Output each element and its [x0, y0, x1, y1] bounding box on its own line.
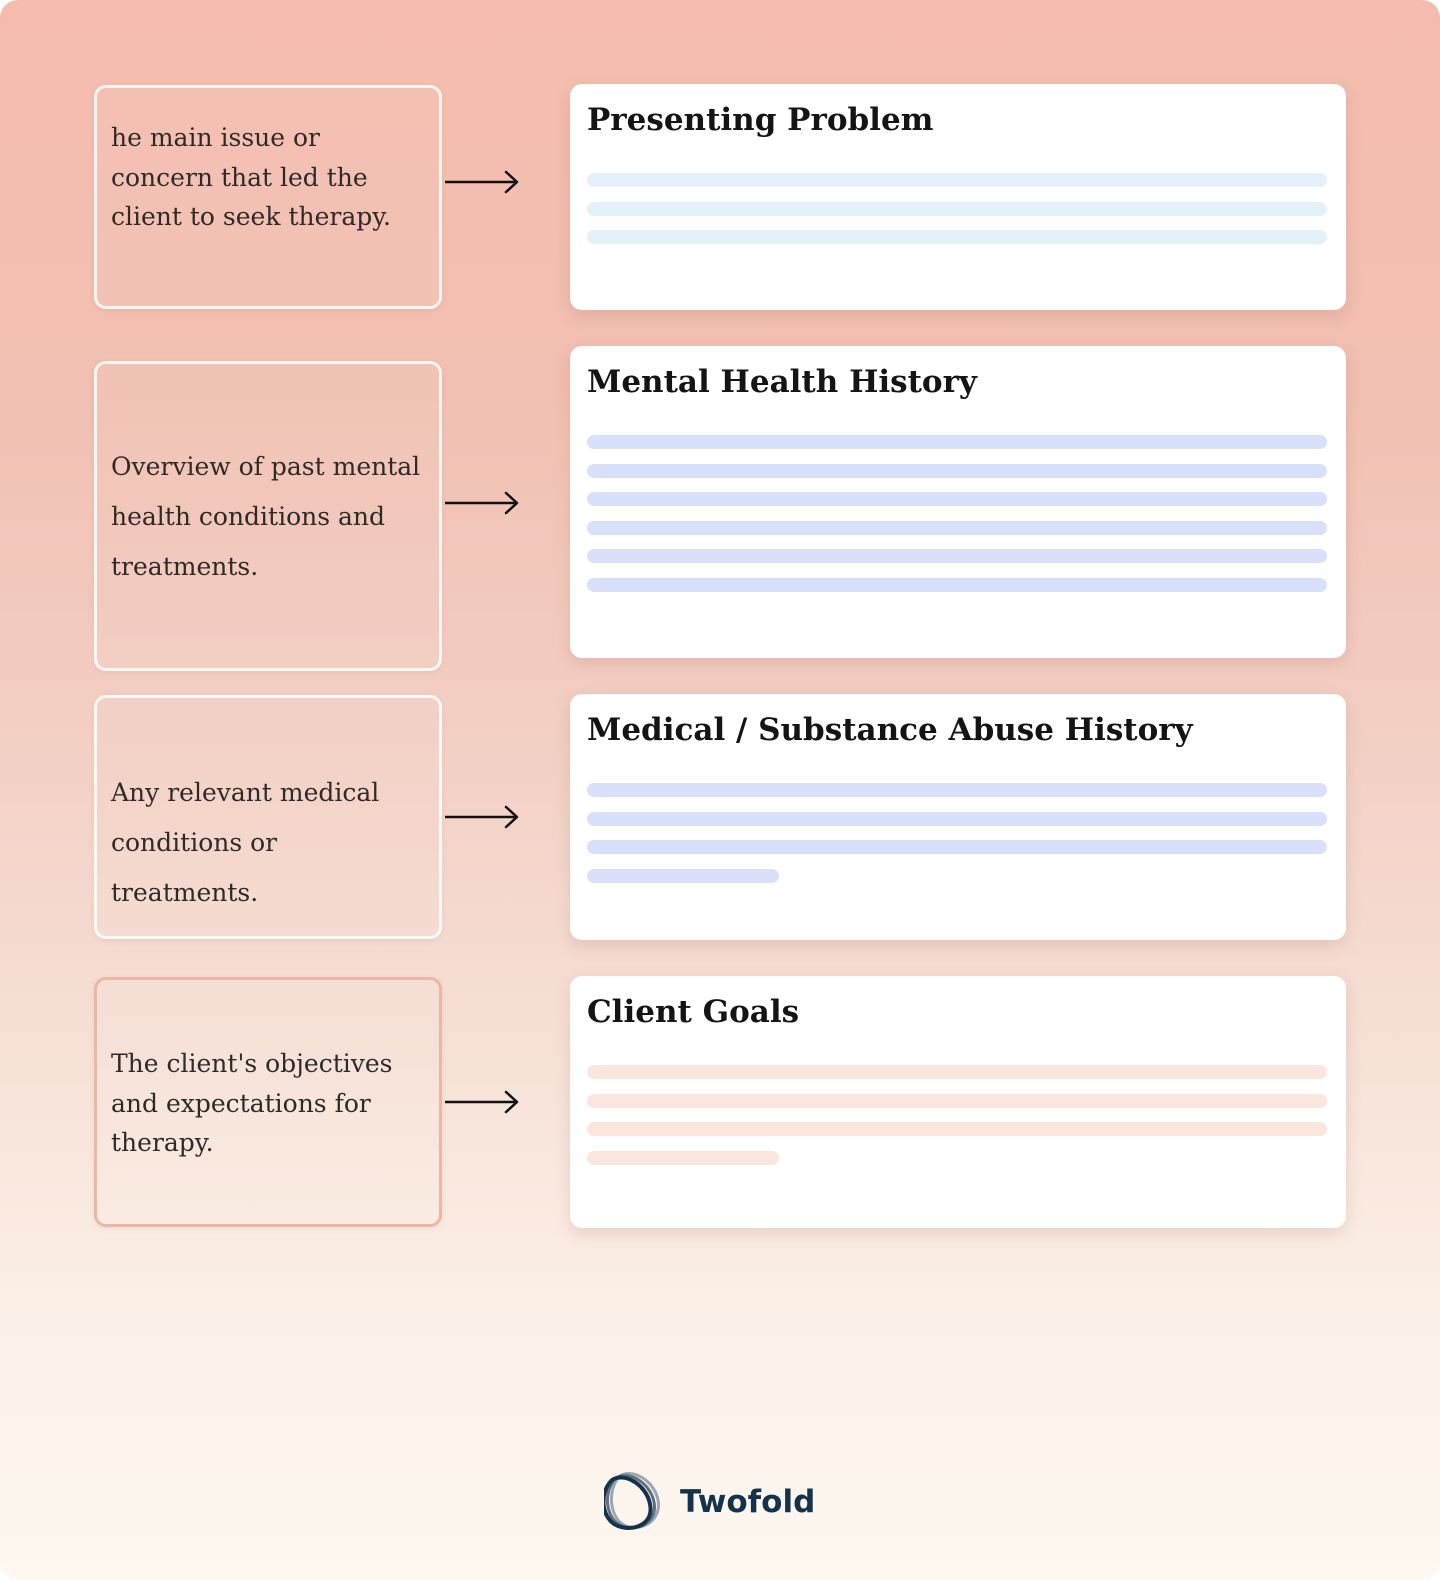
arrow-right-icon: [445, 805, 521, 829]
section-title: Mental Health History: [587, 364, 977, 400]
section-card-presenting-problem: [570, 84, 1346, 310]
section-card-medical-history: [570, 694, 1346, 940]
section-title: Medical / Substance Abuse History: [587, 712, 1193, 748]
placeholder-line: [587, 464, 1327, 478]
placeholder-line: [587, 869, 779, 883]
arrow-right-icon: [445, 1090, 521, 1114]
placeholder-line: [587, 840, 1327, 854]
placeholder-line: [587, 521, 1327, 535]
placeholder-line: [587, 492, 1327, 506]
description-text: he main issue or concern that led the client to seek therapy.: [111, 123, 391, 231]
description-box-mental-health-history: [94, 361, 442, 671]
section-title: Presenting Problem: [587, 102, 934, 138]
section-card-mental-health-history: [570, 346, 1346, 658]
brand-name: Twofold: [680, 1484, 816, 1520]
twofold-logo-icon: [604, 1470, 664, 1532]
placeholder-line: [587, 549, 1327, 563]
placeholder-line: [587, 173, 1327, 187]
description-box-presenting-problem: [94, 85, 442, 309]
section-card-client-goals: [570, 976, 1346, 1228]
placeholder-line: [587, 230, 1327, 244]
arrow-right-icon: [445, 491, 521, 515]
placeholder-line: [587, 1065, 1327, 1079]
description-text: Any relevant medical conditions or treatments.: [111, 778, 380, 907]
section-title: Client Goals: [587, 994, 800, 1030]
placeholder-line: [587, 783, 1327, 797]
placeholder-line: [587, 435, 1327, 449]
placeholder-line: [587, 1094, 1327, 1108]
description-box-client-goals: [94, 977, 442, 1227]
description-box-medical-history: [94, 695, 442, 939]
arrow-right-icon: [445, 170, 521, 194]
placeholder-line: [587, 1122, 1327, 1136]
placeholder-line: [587, 202, 1327, 216]
placeholder-line: [587, 812, 1327, 826]
description-text: The client's objectives and expectations for therapy.: [111, 1049, 393, 1157]
placeholder-line: [587, 1151, 779, 1165]
description-text: Overview of past mental health conditions and treatments.: [111, 452, 421, 581]
placeholder-line: [587, 578, 1327, 592]
